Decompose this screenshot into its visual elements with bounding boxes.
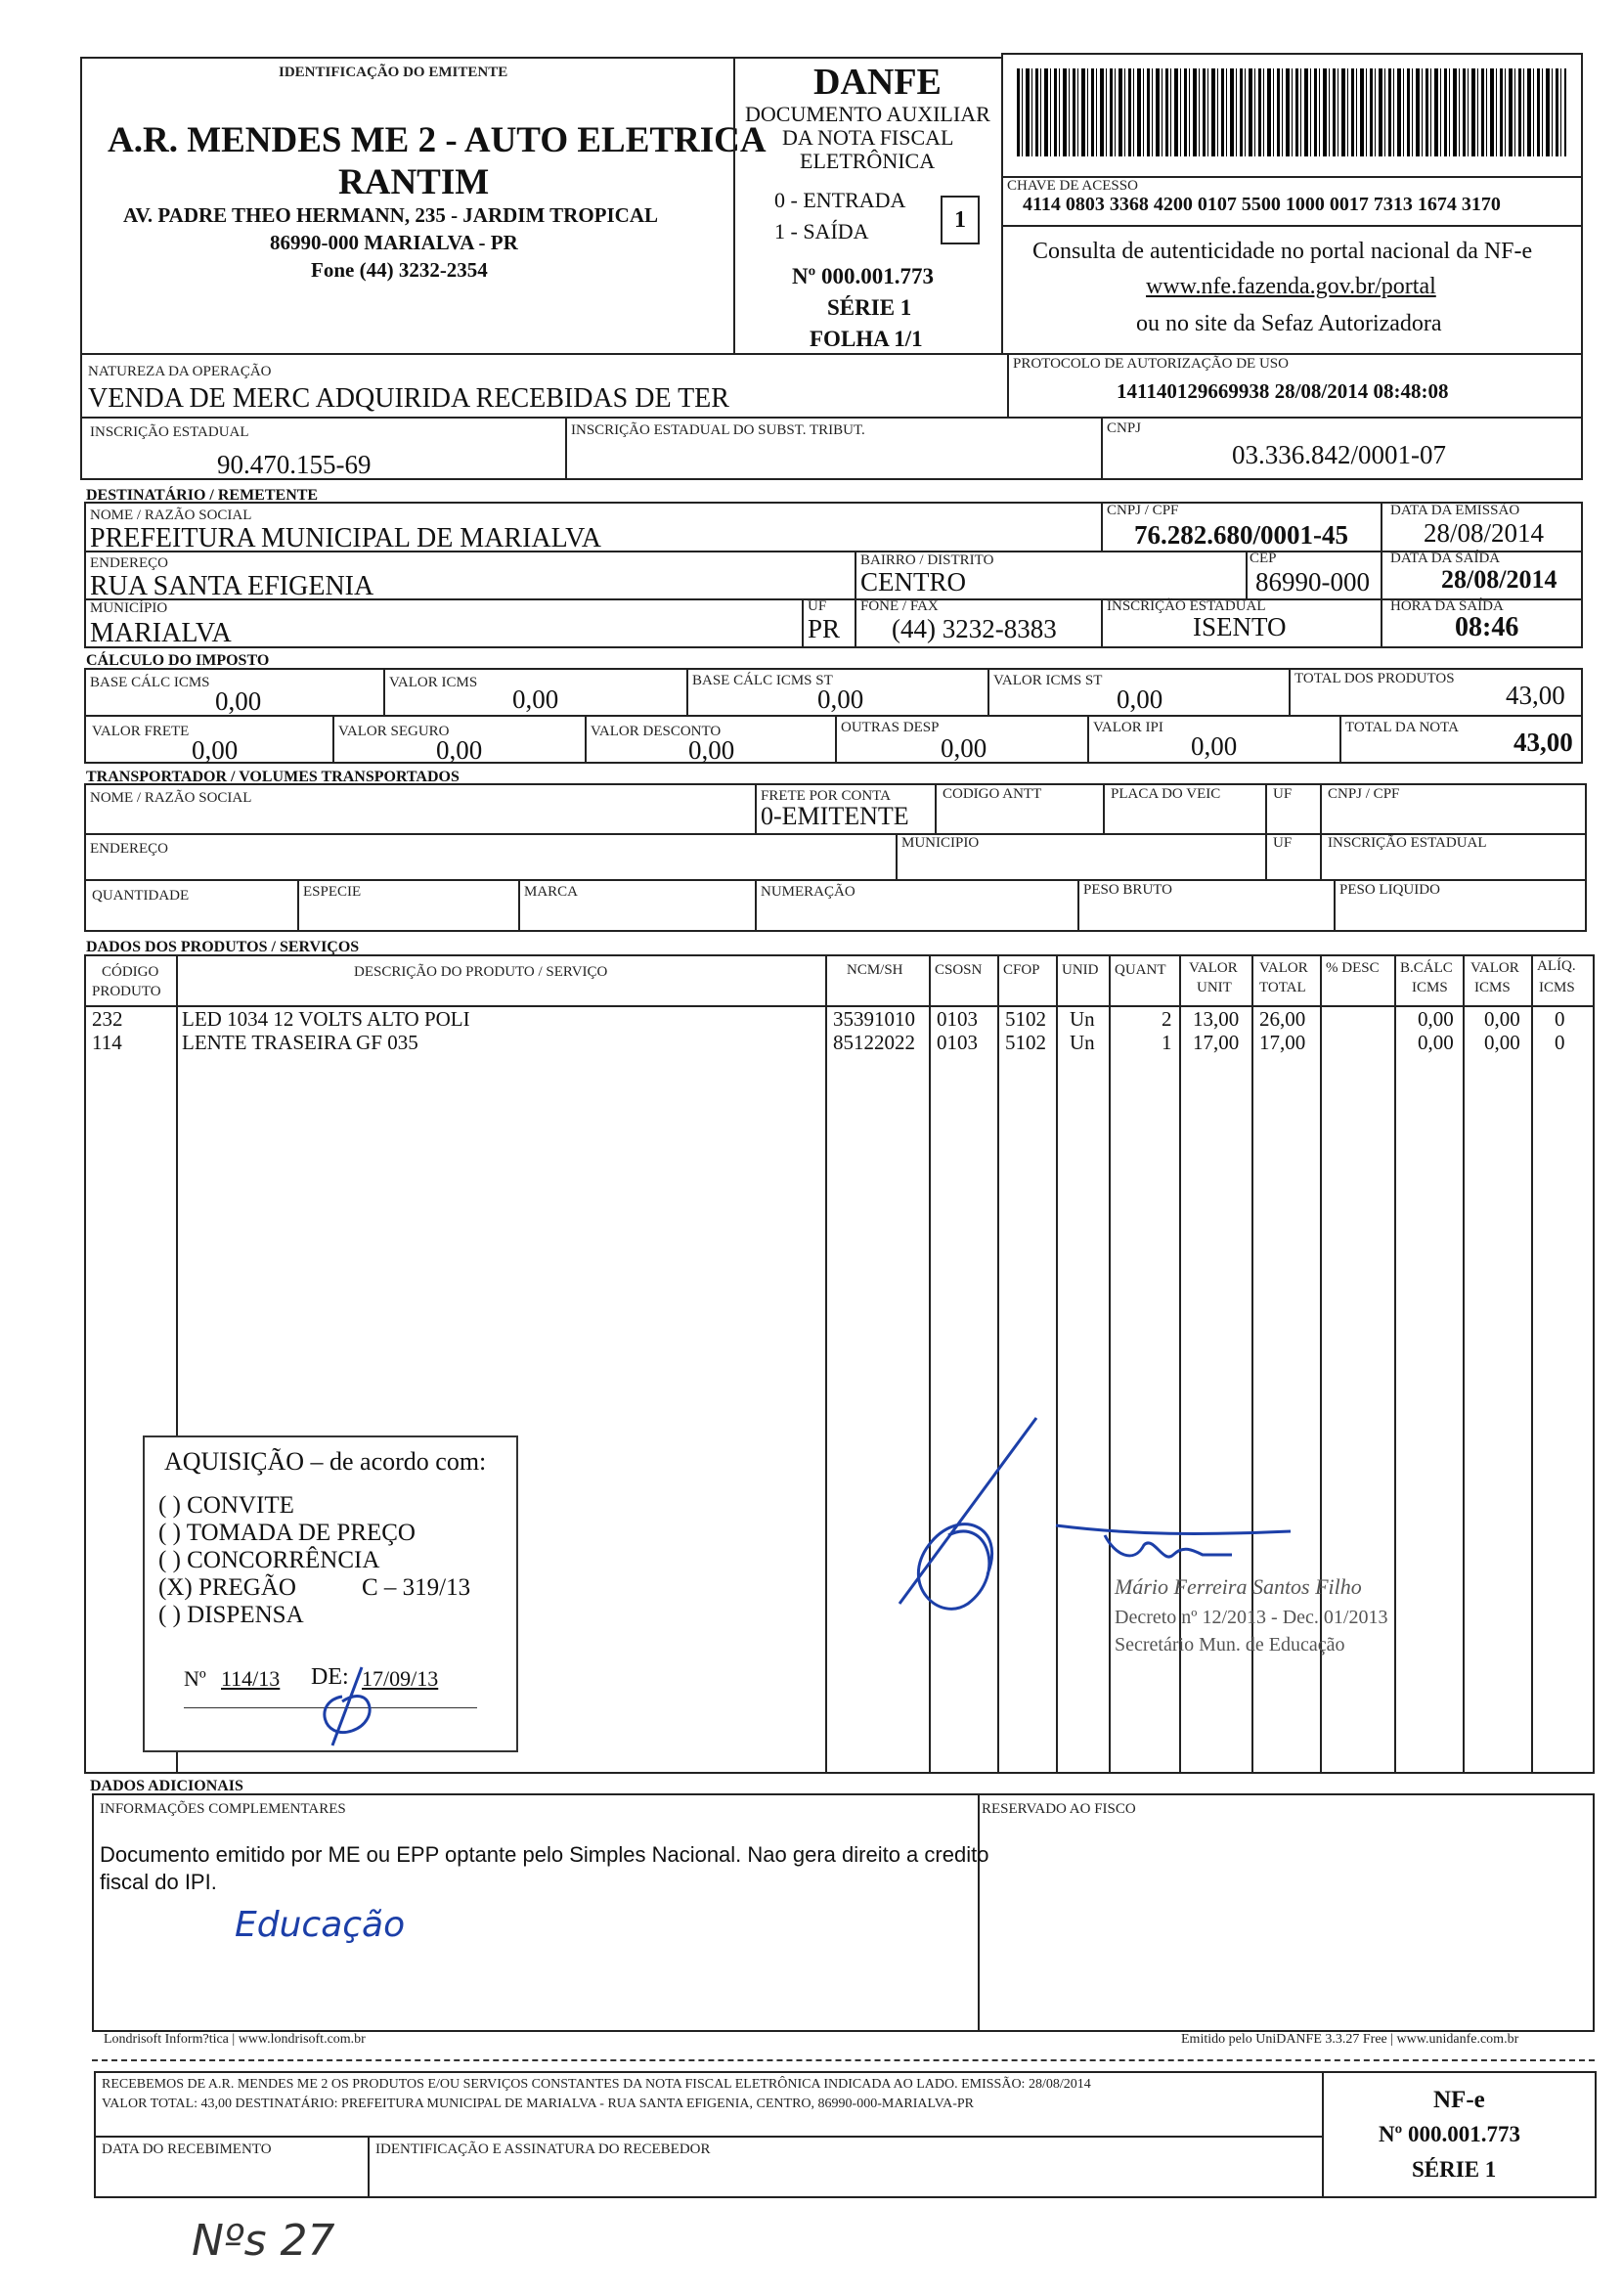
row1-aliq: 0 (1555, 1007, 1565, 1031)
row2-vicms: 0,00 (1484, 1031, 1520, 1054)
products-section-label: DADOS DOS PRODUTOS / SERVIÇOS (86, 939, 360, 955)
recipient-name-label: NOME / RAZÃO SOCIAL (90, 508, 252, 523)
cnpj-label: CNPJ (1107, 420, 1142, 436)
antt-label: CODIGO ANTT (943, 786, 1042, 802)
transport-ie-label: INSCRIÇÃO ESTADUAL (1328, 835, 1487, 851)
row1-codigo: 232 (92, 1007, 123, 1031)
danfe-serie: SÉRIE 1 (827, 295, 912, 320)
ipi-value: 0,00 (1191, 731, 1238, 761)
row2-descricao: LENTE TRASEIRA GF 035 (182, 1031, 418, 1054)
emitter-address: AV. PADRE THEO HERMANN, 235 - JARDIM TROPICAL (123, 203, 659, 227)
receipt-serie: SÉRIE 1 (1412, 2157, 1497, 2182)
transport-nome-label: NOME / RAZÃO SOCIAL (90, 790, 252, 806)
total-nota-label: TOTAL DA NOTA (1345, 720, 1459, 735)
info-label: INFORMAÇÕES COMPLEMENTARES (100, 1801, 346, 1817)
info-line1: Documento emitido por ME ou EPP optante pelo Simples Nacional. Nao gera direito a credito (100, 1842, 989, 1867)
bairro-label: BAIRRO / DISTRITO (860, 552, 994, 568)
stamp-opt4: (X) PREGÃO (158, 1574, 296, 1601)
recipient-cnpj-label: CNPJ / CPF (1107, 503, 1179, 518)
municipio-label: MUNICÍPIO (90, 600, 168, 616)
base-st-label: BASE CÁLC ICMS ST (692, 673, 833, 688)
access-key: 4114 0803 3368 4200 0107 5500 1000 0017 7313 1674 3170 (1023, 194, 1501, 215)
portal-link[interactable]: www.nfe.fazenda.gov.br/portal (1146, 274, 1436, 299)
saida-value: 28/08/2014 (1441, 565, 1557, 594)
hdr-ncm: NCM/SH (847, 962, 903, 978)
transport-municipio-label: MUNICIPIO (901, 835, 980, 851)
emitter-section-label: IDENTIFICAÇÃO DO EMITENTE (279, 65, 508, 80)
fone-value: (44) 3232-8383 (892, 614, 1057, 643)
row1-vicms: 0,00 (1484, 1007, 1520, 1031)
row2-codigo: 114 (92, 1031, 122, 1054)
stamp-num: 114/13 (221, 1666, 281, 1691)
hdr-unid: UNID (1062, 962, 1099, 978)
emitter-cep-city: 86990-000 MARIALVA - PR (270, 231, 518, 254)
transport-section-label: TRANSPORTADOR / VOLUMES TRANSPORTADOS (86, 769, 460, 785)
valor-st-value: 0,00 (1117, 684, 1163, 714)
uf-value: PR (808, 614, 841, 643)
frete-label: VALOR FRETE (92, 724, 190, 739)
hdr-vtotal1: VALOR (1259, 960, 1308, 976)
danfe-subtitle2: DA NOTA FISCAL (782, 125, 954, 150)
valor-icms-label: VALOR ICMS (389, 675, 478, 690)
stamp-date: 17/09/13 (362, 1666, 439, 1691)
row1-unid: Un (1070, 1007, 1095, 1031)
row2-unid: Un (1070, 1031, 1095, 1054)
transport-cnpj-label: CNPJ / CPF (1328, 786, 1400, 802)
outras-label: OUTRAS DESP (841, 720, 940, 735)
row2-vtotal: 17,00 (1259, 1031, 1306, 1054)
hdr-aliq1: ALÍQ. (1537, 958, 1576, 974)
endereco-label: ENDEREÇO (90, 555, 168, 571)
row2-vunit: 17,00 (1193, 1031, 1240, 1054)
signature-scribble (880, 1408, 1427, 1682)
transport-frete-label: FRETE POR CONTA (761, 788, 891, 804)
additional-section-label: DADOS ADICIONAIS (90, 1778, 243, 1794)
tax-section-label: CÁLCULO DO IMPOSTO (86, 652, 270, 669)
recipient-section-label: DESTINATÁRIO / REMETENTE (86, 487, 319, 504)
emissao-label: DATA DA EMISSÃO (1390, 503, 1520, 518)
bairro-value: CENTRO (860, 567, 966, 596)
ipi-label: VALOR IPI (1093, 720, 1163, 735)
danfe-title: DANFE (813, 62, 942, 103)
base-icms-value: 0,00 (215, 686, 262, 716)
access-key-label: CHAVE DE ACESSO (1007, 178, 1138, 194)
receipt-data-label: DATA DO RECEBIMENTO (102, 2141, 272, 2157)
receipt-assinatura-label: IDENTIFICAÇÃO E ASSINATURA DO RECEBEDOR (375, 2141, 711, 2157)
row1-vtotal: 26,00 (1259, 1007, 1306, 1031)
desconto-value: 0,00 (688, 735, 735, 765)
consulta-line1: Consulta de autenticidade no portal nacional da NF-e (1032, 239, 1533, 264)
row1-descricao: LED 1034 12 VOLTS ALTO POLI (182, 1007, 470, 1031)
danfe-entrada: 0 - ENTRADA (774, 188, 906, 212)
ie-label: INSCRIÇÃO ESTADUAL (90, 424, 249, 440)
stamp-opt5: ( ) DISPENSA (158, 1602, 304, 1628)
hdr-vtotal2: TOTAL (1259, 980, 1306, 995)
municipio-value: MARIALVA (90, 618, 232, 648)
row2-bcalc: 0,00 (1418, 1031, 1454, 1054)
natureza-label: NATUREZA DA OPERAÇÃO (88, 364, 272, 379)
software-right: Emitido pelo UniDANFE 3.3.27 Free | www.unidanfe.com.br (1181, 2032, 1519, 2047)
base-st-value: 0,00 (817, 684, 864, 714)
uf-label: UF (808, 598, 827, 614)
emitter-name-line1: A.R. MENDES ME 2 - AUTO ELETRICA (108, 120, 767, 160)
hdr-codigo1: CÓDIGO (102, 964, 159, 980)
cep-label: CEP (1250, 551, 1277, 566)
quantidade-label: QUANTIDADE (92, 888, 190, 904)
row1-quant: 2 (1162, 1007, 1172, 1031)
total-produtos-label: TOTAL DOS PRODUTOS (1294, 671, 1455, 686)
stamp-opt4-code: C – 319/13 (362, 1574, 471, 1601)
row2-csosn: 0103 (937, 1031, 978, 1054)
receipt-nfe: NF-e (1433, 2087, 1485, 2113)
stamp-opt1: ( ) CONVITE (158, 1492, 294, 1519)
ie-value: 90.470.155-69 (217, 450, 372, 479)
transport-endereco-label: ENDEREÇO (90, 841, 168, 857)
danfe-numero: Nº 000.001.773 (792, 264, 934, 288)
saida-label: DATA DA SAÍDA (1390, 551, 1501, 566)
transport-uf2-label: UF (1273, 835, 1293, 851)
row1-ncm: 35391010 (833, 1007, 915, 1031)
row1-cfop: 5102 (1005, 1007, 1046, 1031)
stamp-signature (303, 1662, 420, 1750)
total-nota-value: 43,00 (1513, 728, 1573, 757)
stamp-num-label: Nº (184, 1666, 206, 1691)
svg-text:Mário Ferreira Santos Filho: Mário Ferreira Santos Filho (1115, 1574, 1362, 1599)
seguro-label: VALOR SEGURO (338, 724, 450, 739)
recipient-cnpj: 76.282.680/0001-45 (1134, 520, 1348, 550)
hdr-aliq2: ICMS (1539, 980, 1575, 995)
danfe-folha: FOLHA 1/1 (810, 327, 923, 351)
peso-liquido-label: PESO LIQUIDO (1339, 882, 1440, 898)
fone-label: FONE / FAX (860, 598, 939, 614)
consulta-line2: ou no site da Sefaz Autorizadora (1136, 311, 1442, 336)
hdr-vunit2: UNIT (1197, 980, 1232, 995)
danfe-subtitle1: DOCUMENTO AUXILIAR (745, 102, 990, 126)
row1-vunit: 13,00 (1193, 1007, 1240, 1031)
cut-line (92, 2059, 1595, 2061)
svg-text:Decreto nº 12/2013 - Dec. 01/2: Decreto nº 12/2013 - Dec. 01/2013 (1115, 1607, 1388, 1628)
receipt-text1: RECEBEMOS DE A.R. MENDES ME 2 OS PRODUTOS E/OU SERVIÇOS CONSTANTES DA NOTA FISCAL ELETRÔNICA INDICADA AO LADO. EMISSÃO: 28/08/2014 (102, 2077, 1091, 2092)
emitter-name-line2: RANTIM (338, 162, 490, 202)
row2-aliq: 0 (1555, 1031, 1565, 1054)
transport-uf-label: UF (1273, 786, 1293, 802)
especie-label: ESPECIE (303, 884, 362, 900)
frete-value: 0,00 (192, 735, 239, 765)
cnpj-value: 03.336.842/0001-07 (1232, 440, 1446, 469)
recipient-ie-value: ISENTO (1193, 612, 1287, 641)
base-icms-label: BASE CÁLC ICMS (90, 675, 210, 690)
receipt-text2: VALOR TOTAL: 43,00 DESTINATÁRIO: PREFEITURA MUNICIPAL DE MARIALVA - RUA SANTA EFIGENIA, CENTRO, 86990-000-MARIALVA-PR (102, 2097, 975, 2111)
stamp-title: AQUISIÇÃO – de acordo com: (164, 1447, 487, 1476)
handwritten-educacao: Educação (235, 1905, 406, 1945)
cep-value: 86990-000 (1255, 567, 1370, 596)
hdr-desc: % DESC (1326, 960, 1380, 976)
barcode-image (1017, 68, 1566, 156)
hdr-codigo2: PRODUTO (92, 984, 161, 999)
hora-value: 08:46 (1455, 612, 1519, 642)
danfe-subtitle3: ELETRÔNICA (800, 149, 936, 173)
stamp-opt2: ( ) TOMADA DE PREÇO (158, 1520, 416, 1546)
numeracao-label: NUMERAÇÃO (761, 884, 855, 900)
endereco-value: RUA SANTA EFIGENIA (90, 571, 374, 601)
row2-quant: 1 (1162, 1031, 1172, 1054)
emitter-phone: Fone (44) 3232-2354 (311, 258, 488, 282)
total-produtos-value: 43,00 (1506, 681, 1565, 710)
natureza-value: VENDA DE MERC ADQUIRIDA RECEBIDAS DE TER (88, 383, 729, 414)
hdr-cfop: CFOP (1003, 962, 1040, 978)
danfe-saida: 1 - SAÍDA (774, 219, 869, 243)
footer-handwritten-note: Nºs 27 (192, 2216, 335, 2266)
hdr-vunit1: VALOR (1189, 960, 1238, 976)
hdr-csosn: CSOSN (935, 962, 983, 978)
ie-st-label: INSCRIÇÃO ESTADUAL DO SUBST. TRIBUT. (571, 422, 865, 438)
valor-icms-value: 0,00 (512, 684, 559, 714)
fisco-label: RESERVADO AO FISCO (982, 1801, 1136, 1817)
row1-bcalc: 0,00 (1418, 1007, 1454, 1031)
placa-label: PLACA DO VEIC (1111, 786, 1221, 802)
hdr-bcalc2: ICMS (1412, 980, 1448, 995)
svg-text:Secretário Mun. de Educação: Secretário Mun. de Educação (1115, 1634, 1345, 1656)
hdr-quant: QUANT (1115, 962, 1166, 978)
hdr-descricao: DESCRIÇÃO DO PRODUTO / SERVIÇO (354, 964, 608, 980)
valor-st-label: VALOR ICMS ST (993, 673, 1103, 688)
stamp-date-label: DE: (311, 1664, 349, 1690)
seguro-value: 0,00 (436, 735, 483, 765)
protocolo-value: 141140129669938 28/08/2014 08:48:08 (1117, 379, 1449, 403)
hdr-vicms2: ICMS (1474, 980, 1511, 995)
transport-frete-value: 0-EMITENTE (761, 802, 909, 830)
row2-cfop: 5102 (1005, 1031, 1046, 1054)
emissao-value: 28/08/2014 (1424, 518, 1545, 548)
software-left: Londrisoft Inform?tica | www.londrisoft.com.br (104, 2032, 366, 2047)
recipient-name: PREFEITURA MUNICIPAL DE MARIALVA (90, 523, 602, 553)
row2-ncm: 85122022 (833, 1031, 915, 1054)
hdr-vicms1: VALOR (1470, 960, 1519, 976)
recipient-ie-label: INSCRIÇÃO ESTADUAL (1107, 598, 1266, 614)
protocolo-label: PROTOCOLO DE AUTORIZAÇÃO DE USO (1013, 356, 1289, 372)
danfe-tipo-box: 1 (941, 196, 980, 244)
peso-bruto-label: PESO BRUTO (1083, 882, 1172, 898)
hdr-bcalc1: B.CÁLC (1400, 960, 1453, 976)
desconto-label: VALOR DESCONTO (591, 724, 722, 739)
receipt-numero: Nº 000.001.773 (1379, 2122, 1520, 2146)
marca-label: MARCA (524, 884, 579, 900)
info-line2: fiscal do IPI. (100, 1870, 217, 1894)
outras-value: 0,00 (941, 733, 987, 763)
row1-csosn: 0103 (937, 1007, 978, 1031)
stamp-opt3: ( ) CONCORRÊNCIA (158, 1547, 380, 1573)
hora-label: HORA DA SAÍDA (1390, 598, 1504, 614)
